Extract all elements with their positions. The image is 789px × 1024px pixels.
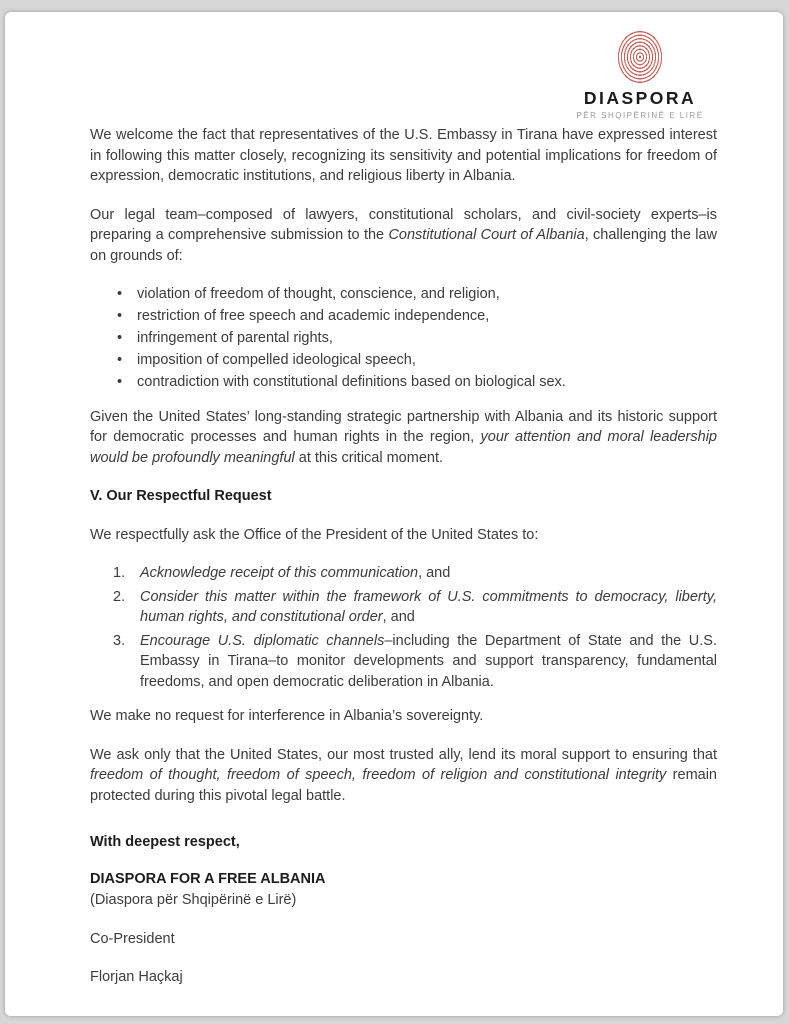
org-logo xyxy=(575,30,705,120)
ground-item: • infringement of parental rights, xyxy=(90,328,717,349)
logo-wordmark: DIASPORA xyxy=(583,88,697,108)
request-text: Encourage U.S. diplomatic channels–including the Department of State and the U.S. Embassy in Tirana–to monitor developments and support transparency, fundamental freedoms, and open democratic deliberation in Albania. xyxy=(140,632,717,690)
ground-item: • restriction of free speech and academic independence, xyxy=(90,306,717,327)
paragraph-moral-support: We ask only that the United States, our most trusted ally, lend its moral support to ensuring that freedom of thought, freedom of speech, freedom of religion and constitutional integrity remain protected during this pivotal legal battle. xyxy=(90,746,717,804)
logo-tagline: PËR SHQIPËRINË E LIRË xyxy=(576,111,704,120)
paragraph-no-interference: We make no request for interference in Albania’s sovereignty. xyxy=(90,708,484,724)
paragraph-embassy-interest: We welcome the fact that representatives of the U.S. Embassy in Tirana have expressed interest in following this matter closely, recognizing its sensitivity and potential implications for freedom of expression, democratic institutions, and religious liberty in Albania. xyxy=(90,127,717,184)
request-number: 3. xyxy=(113,632,126,649)
section-heading-request: V. Our Respectful Request xyxy=(90,488,272,504)
paragraph-partnership: Given the United States’ long-standing strategic partnership with Albania and its historic support for democratic processes and human rights in the region, your attention and moral leadership would be profoundly meaningful at this critical moment. xyxy=(90,408,717,466)
request-number: 1. xyxy=(113,565,126,581)
request-text: Consider this matter within the framework of U.S. commitments to democracy, liberty, human rights, and constitutional order, and xyxy=(140,588,717,625)
requests-list xyxy=(90,563,717,692)
org-name: DIASPORA FOR A FREE ALBANIA xyxy=(90,870,326,887)
letter-page xyxy=(5,12,783,1016)
request-text: Acknowledge receipt of this communication, and xyxy=(140,565,451,581)
fingerprint-logo-icon xyxy=(617,30,663,84)
org-name-albanian: (Diaspora për Shqipërinë e Lirë) xyxy=(90,892,297,908)
grounds-list xyxy=(90,284,717,393)
request-item xyxy=(90,587,717,628)
signer-title: Co-President xyxy=(90,930,175,947)
ground-item: • imposition of compelled ideological speech, xyxy=(90,350,717,371)
letter-body xyxy=(90,125,717,988)
request-number: 2. xyxy=(113,588,126,605)
closing-respect: With deepest respect, xyxy=(90,834,240,850)
paragraph-legal-team: Our legal team–composed of lawyers, constitutional scholars, and civil-society experts–is preparing a comprehensive submission to the Constitutional Court of Albania, challenging the law on grounds of: xyxy=(90,206,717,264)
request-item xyxy=(90,631,717,693)
ground-item: • violation of freedom of thought, conscience, and religion, xyxy=(90,284,717,305)
signer-name: Florjan Haçkaj xyxy=(90,969,183,985)
paragraph-ask-office: We respectfully ask the Office of the President of the United States to: xyxy=(90,526,539,543)
ground-item: • contradiction with constitutional definitions based on biological sex. xyxy=(90,372,717,393)
request-item xyxy=(90,563,717,584)
